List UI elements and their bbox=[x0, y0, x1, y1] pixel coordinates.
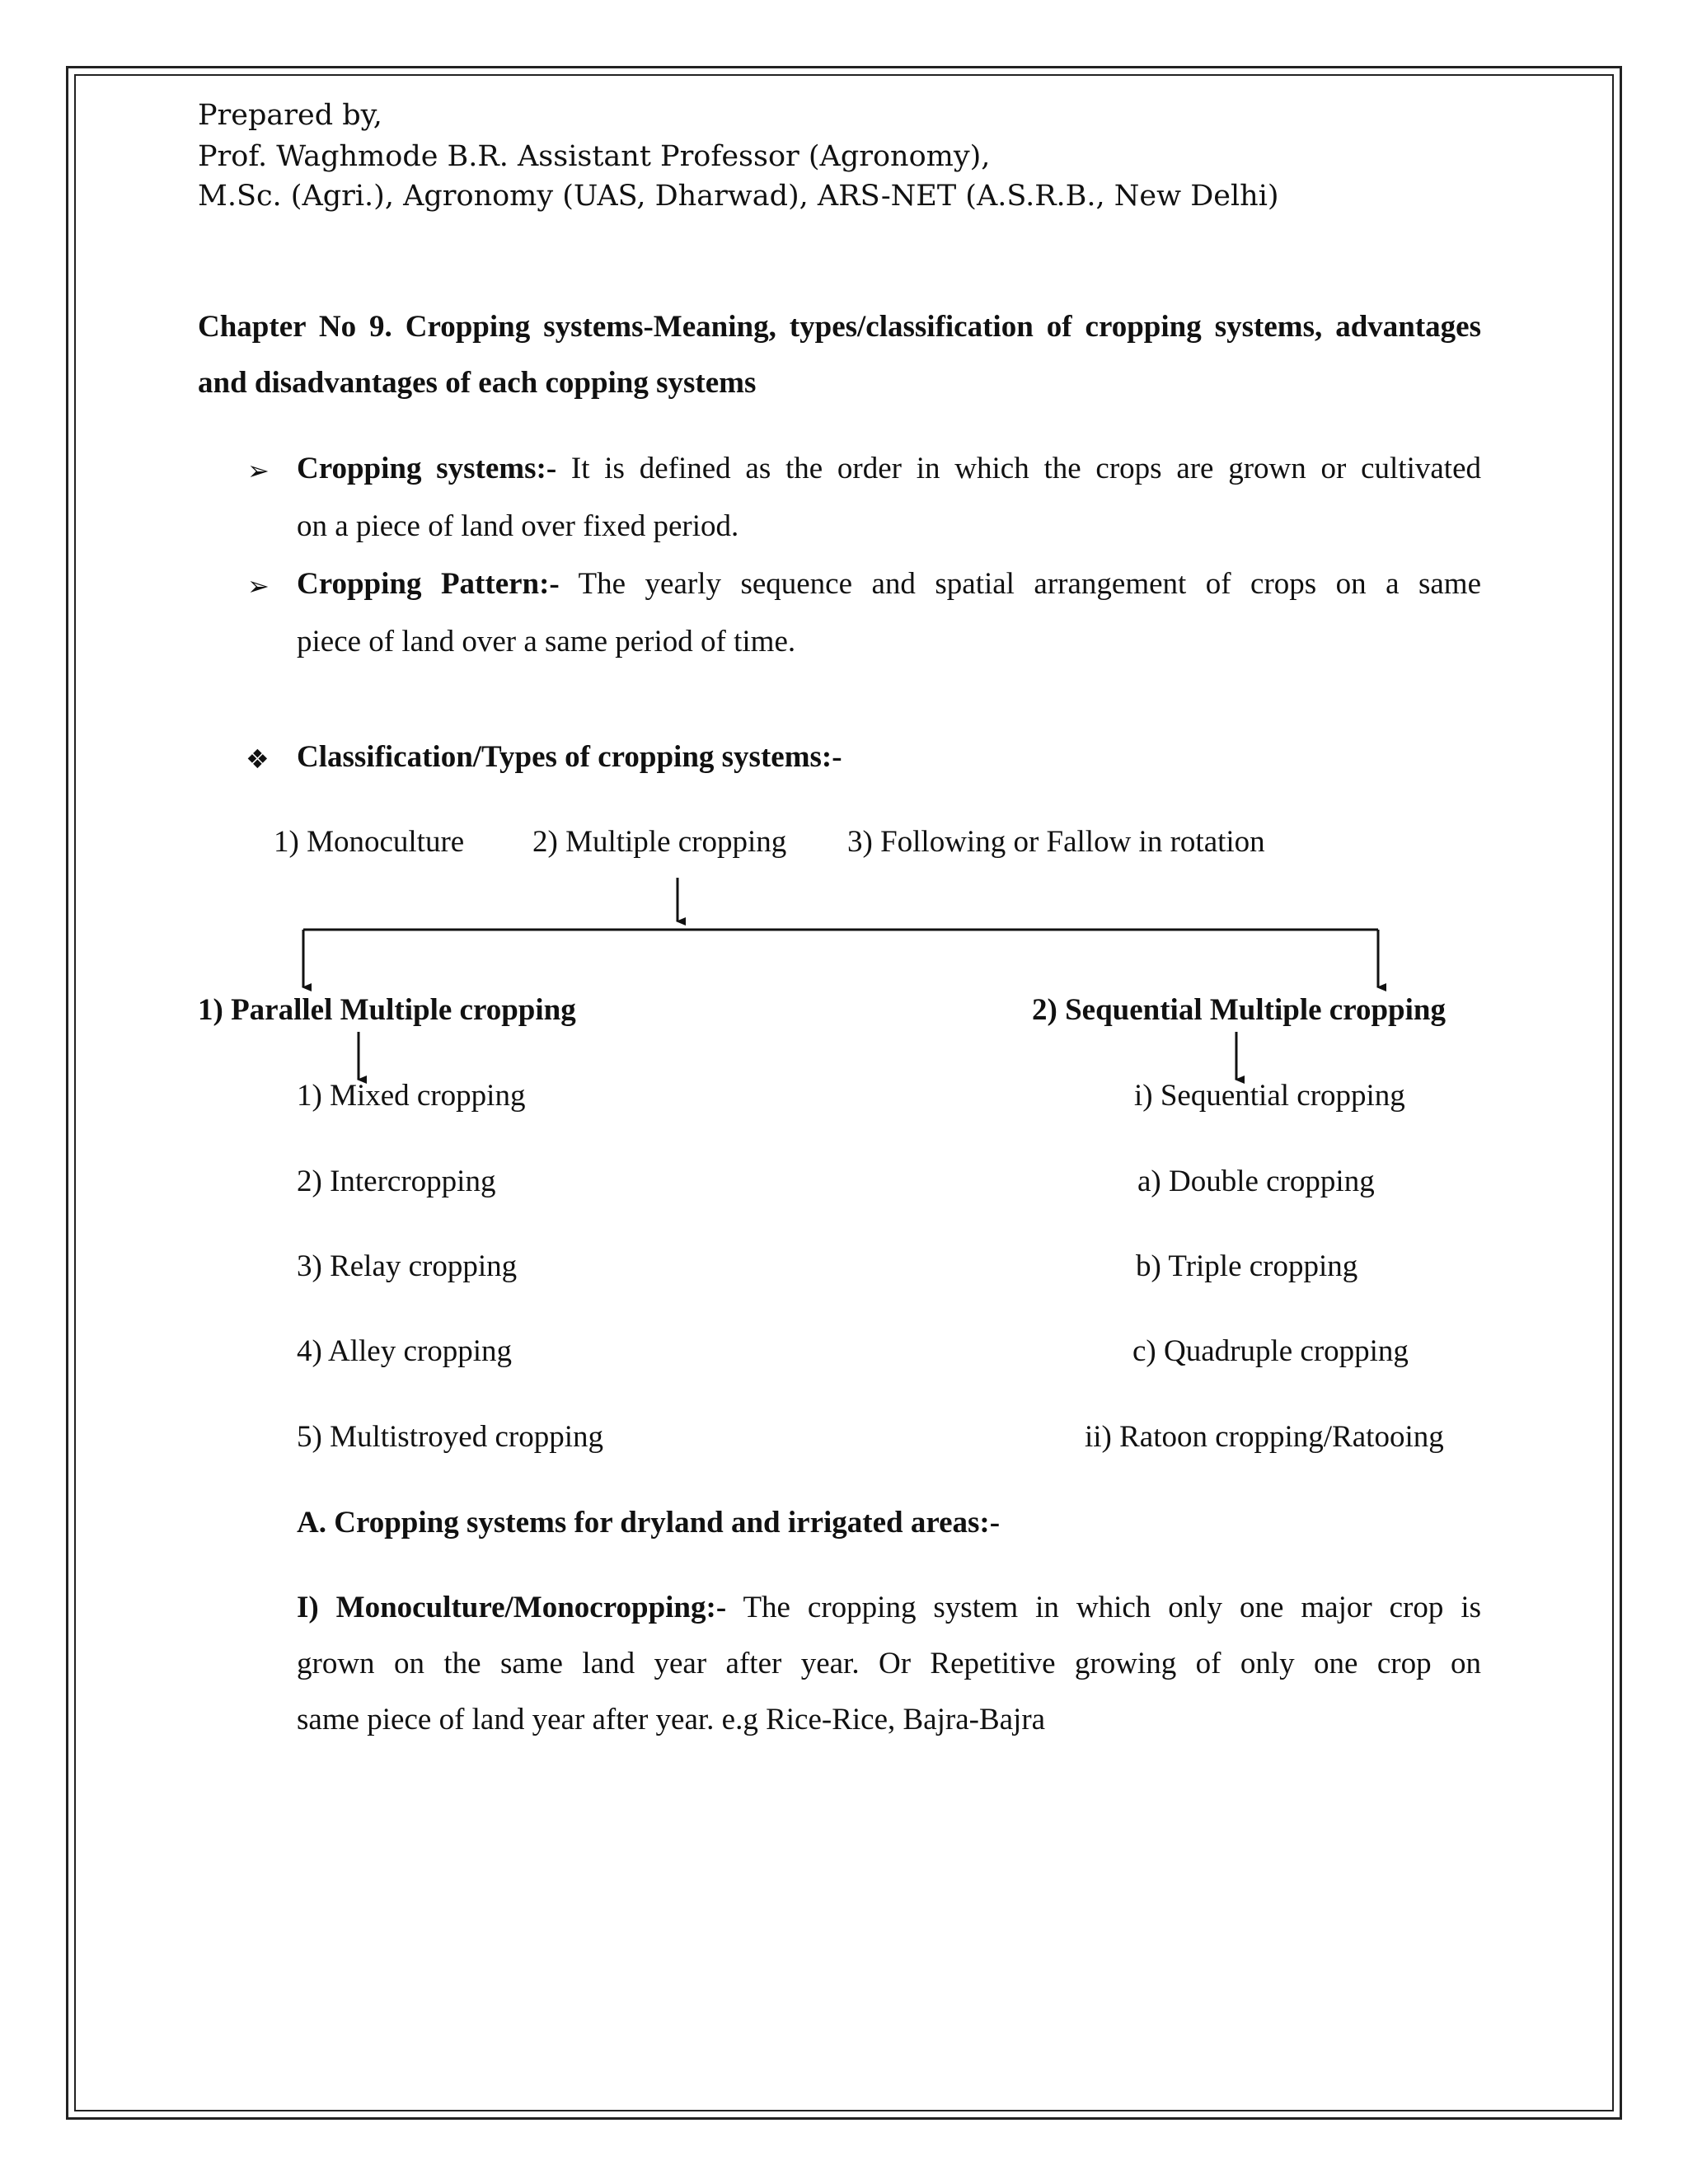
sequential-title: 2) Sequential Multiple cropping bbox=[1032, 993, 1446, 1027]
monoculture-text-line3: same piece of land year after year. e.g Rice-Rice, Bajra-Bajra bbox=[297, 1703, 1046, 1736]
arrow-bullet-icon: ➢ bbox=[247, 570, 270, 602]
definition-term: Cropping systems:- bbox=[297, 452, 557, 485]
chapter-title-line1: Chapter No 9. Cropping systems-Meaning, types/classification of cropping systems, advantages bbox=[198, 310, 1481, 344]
definition-text-line2: on a piece of land over fixed period. bbox=[297, 509, 739, 543]
section-a-heading: A. Cropping systems for dryland and irrigated areas:- bbox=[297, 1506, 1001, 1540]
definition-term: Cropping Pattern:- bbox=[297, 567, 560, 601]
parallel-item: 1) Mixed cropping bbox=[297, 1079, 526, 1113]
arrow-bullet-icon: ➢ bbox=[247, 455, 270, 486]
definition-text: The yearly sequence and spatial arrangement of crops on a same bbox=[559, 567, 1482, 601]
type-multiple-cropping: 2) Multiple cropping bbox=[532, 825, 787, 859]
definition-text: The cropping system in which only one major crop is bbox=[726, 1591, 1482, 1624]
definition-text: It is defined as the order in which the crops are grown or cultivated bbox=[556, 452, 1481, 485]
parallel-item: 2) Intercropping bbox=[297, 1165, 496, 1198]
diamond-bullet-icon: ❖ bbox=[246, 743, 270, 775]
parallel-item: 4) Alley cropping bbox=[297, 1334, 513, 1368]
author-line: Prof. Waghmode B.R. Assistant Professor (Agronomy), bbox=[198, 140, 991, 173]
monoculture-definition bbox=[297, 1590, 1481, 1625]
definition-term: I) Monoculture/Monocropping:- bbox=[297, 1591, 727, 1624]
sequential-item: i) Sequential cropping bbox=[1134, 1079, 1405, 1113]
type-fallow-rotation: 3) Following or Fallow in rotation bbox=[847, 825, 1265, 859]
monoculture-text-line2: grown on the same land year after year. Or Repetitive growing of only one crop on bbox=[297, 1647, 1481, 1680]
classification-heading: Classification/Types of cropping systems:- bbox=[297, 740, 842, 774]
sequential-item: c) Quadruple cropping bbox=[1132, 1334, 1409, 1368]
sequential-item: b) Triple cropping bbox=[1136, 1249, 1358, 1283]
sequential-item: a) Double cropping bbox=[1137, 1165, 1375, 1198]
definition-text-line2: piece of land over a same period of time. bbox=[297, 625, 796, 658]
parallel-item: 3) Relay cropping bbox=[297, 1249, 518, 1283]
parallel-title: 1) Parallel Multiple cropping bbox=[198, 993, 576, 1027]
qualification-line: M.Sc. (Agri.), Agronomy (UAS, Dharwad), ARS-NET (A.S.R.B., New Delhi) bbox=[198, 180, 1279, 213]
chapter-title-line2: and disadvantages of each copping systems bbox=[198, 366, 757, 400]
sequential-item: ii) Ratoon cropping/Ratooing bbox=[1085, 1420, 1444, 1454]
prepared-by: Prepared by, bbox=[198, 99, 382, 132]
parallel-item: 5) Multistroyed cropping bbox=[297, 1420, 604, 1454]
type-monoculture: 1) Monoculture bbox=[274, 825, 465, 859]
